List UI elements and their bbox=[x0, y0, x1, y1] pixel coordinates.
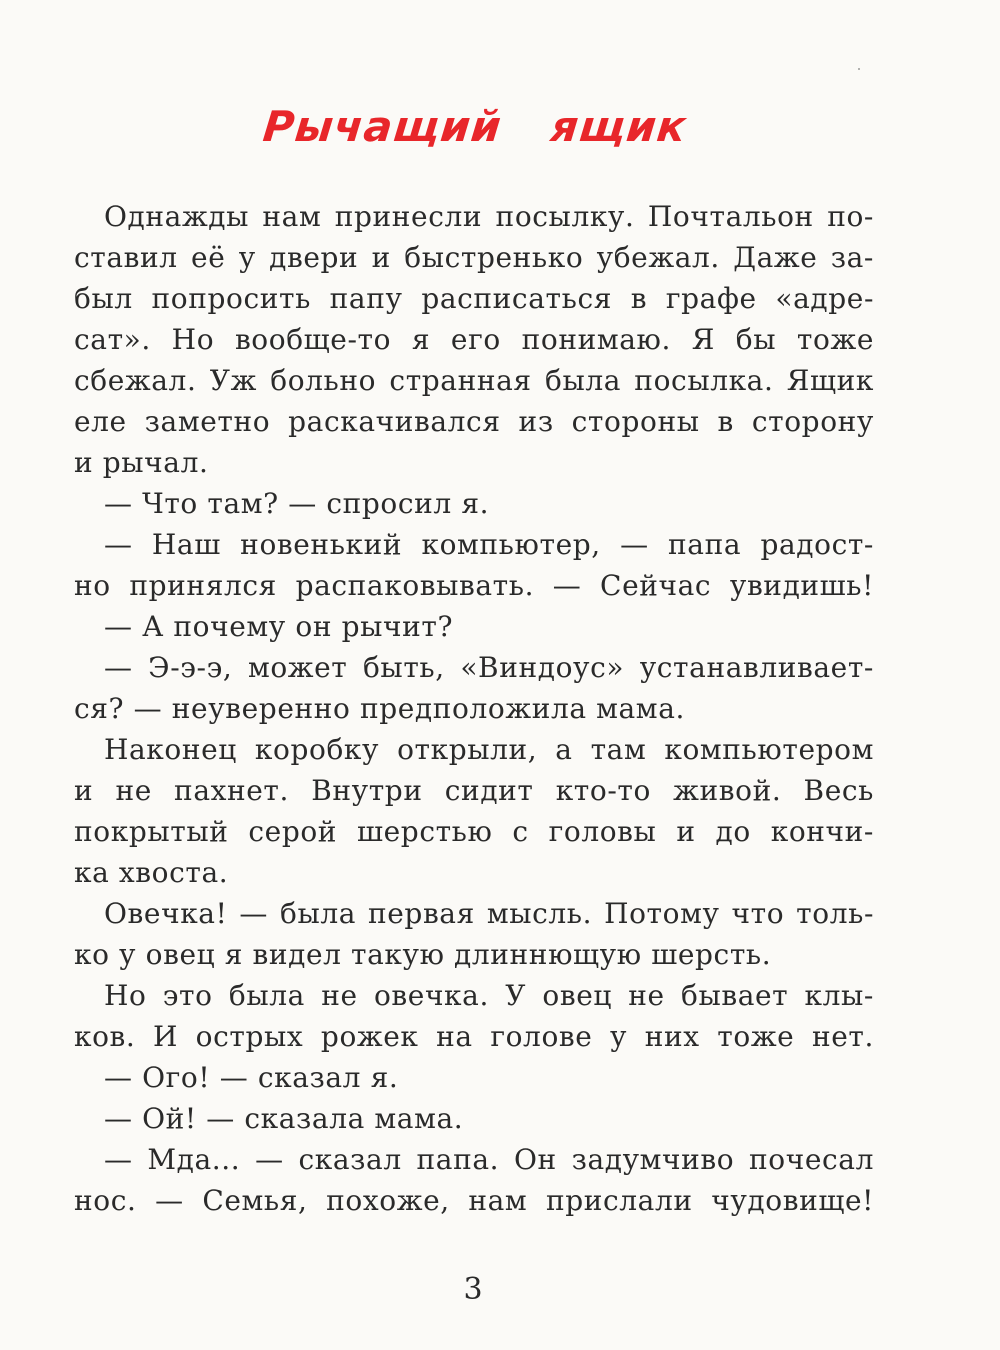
text-line: ков. И острых рожек на голове у них тоже нет. bbox=[74, 1020, 874, 1053]
paper-speck bbox=[858, 68, 860, 70]
text-line: и не пахнет. Внутри сидит кто-то живой. Весь bbox=[74, 774, 874, 807]
page-number: 3 bbox=[463, 1272, 483, 1307]
text-line: — А почему он рычит? bbox=[104, 610, 454, 643]
text-line: ко у овец я видел такую длиннющую шерсть. bbox=[74, 938, 772, 971]
text-line: — Мда... — сказал папа. Он задумчиво почесал bbox=[104, 1143, 874, 1176]
text-line: — Ого! — сказал я. bbox=[104, 1061, 399, 1094]
text-line: покрытый серой шерстью с головы и до кончи- bbox=[74, 815, 874, 848]
text-line: сат». Но вообще-то я его понимаю. Я бы тоже bbox=[74, 323, 874, 356]
story-text bbox=[74, 196, 874, 1221]
text-line: еле заметно раскачивался из стороны в сторону bbox=[74, 405, 874, 438]
text-line: нос. — Семья, похоже, нам прислали чудовище! bbox=[74, 1184, 874, 1217]
text-line: ставил её у двери и быстренько убежал. Даже за- bbox=[74, 241, 874, 274]
text-line: Однажды нам принесли посылку. Почтальон по- bbox=[104, 200, 874, 233]
text-line: ка хвоста. bbox=[74, 856, 229, 889]
text-line: — Ой! — сказала мама. bbox=[104, 1102, 464, 1135]
text-line: был попросить папу расписаться в графе «адре- bbox=[74, 282, 874, 315]
text-line: Овечка! — была первая мысль. Потому что толь- bbox=[104, 897, 874, 930]
text-line: но принялся распаковывать. — Сейчас увидишь! bbox=[74, 569, 874, 602]
text-line: Но это была не овечка. У овец не бывает клы- bbox=[104, 979, 874, 1012]
text-line: — Наш новенький компьютер, — папа радост- bbox=[104, 528, 874, 561]
text-line: — Э-э-э, может быть, «Виндоус» устанавливает- bbox=[104, 651, 874, 684]
text-line: ся? — неуверенно предположила мама. bbox=[74, 692, 685, 725]
text-line: и рычал. bbox=[74, 446, 209, 479]
chapter-title: Рычащий ящик bbox=[260, 102, 690, 151]
text-line: — Что там? — спросил я. bbox=[104, 487, 490, 520]
text-line: сбежал. Уж больно странная была посылка. Ящик bbox=[74, 364, 874, 397]
text-line: Наконец коробку открыли, а там компьютером bbox=[104, 733, 874, 766]
